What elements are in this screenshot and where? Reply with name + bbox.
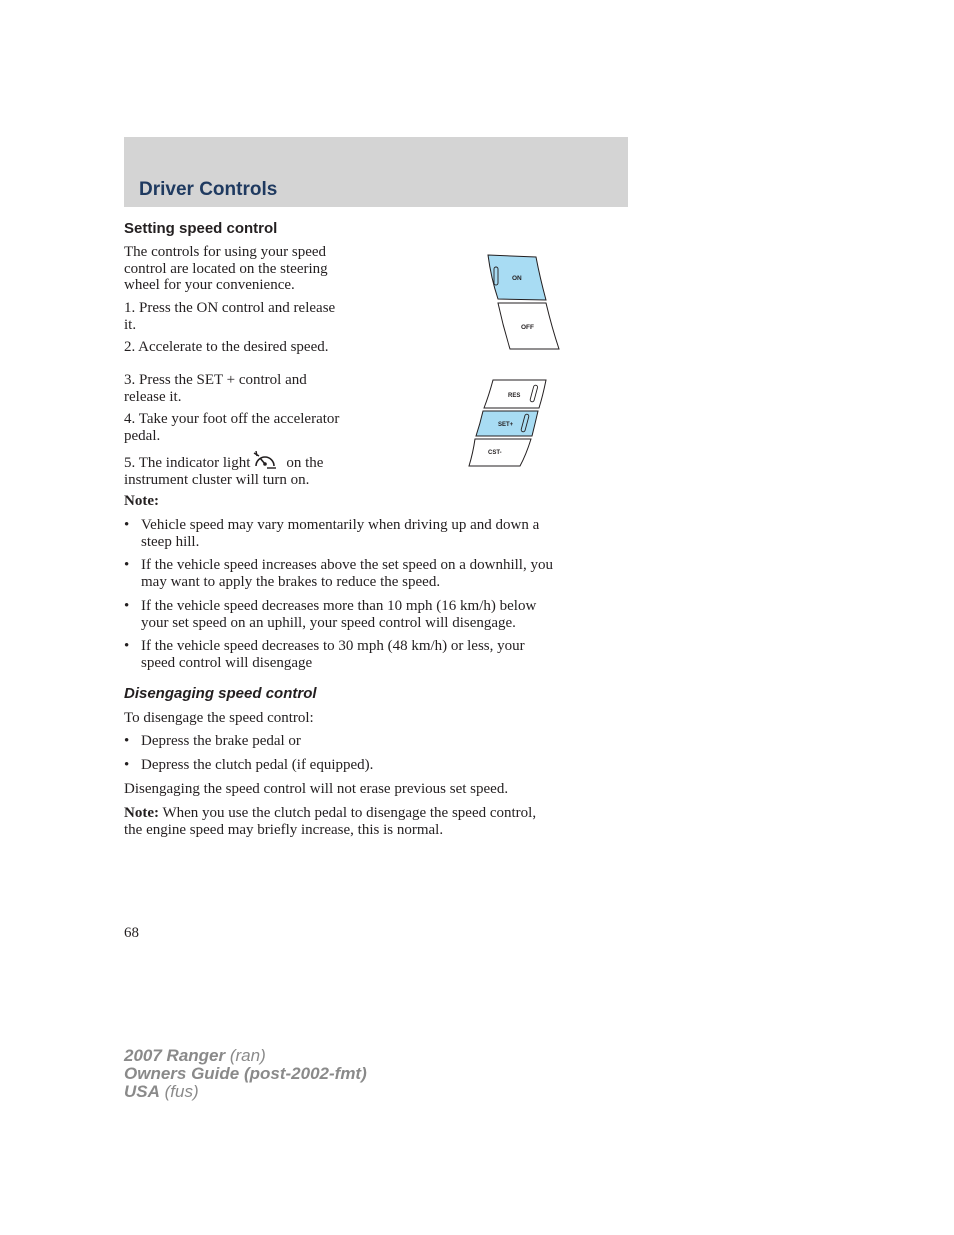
cst-button-illustration	[469, 439, 531, 466]
step-1	[124, 300, 335, 333]
footer-region: USA	[124, 1082, 160, 1101]
set-label: SET+	[498, 422, 514, 428]
disengage-item: • Depress the brake pedal or	[124, 733, 301, 749]
set-button-illustration	[476, 411, 538, 436]
step-line: 1. Press the ON control and release	[124, 300, 336, 316]
disengage-intro: To disengage the speed control:	[124, 710, 314, 726]
disengage-paragraph: Disengaging the speed control will not erase previous set speed.	[124, 781, 509, 797]
note-text: the engine speed may briefly increase, this is normal.	[124, 821, 444, 838]
footer-model: 2007 Ranger	[124, 1046, 226, 1065]
heading-setting-speed-control: Setting speed control	[124, 220, 278, 237]
intro-line: The controls for using your speed	[124, 244, 327, 260]
intro-paragraph	[124, 244, 328, 294]
step-line: release it.	[124, 388, 182, 405]
intro-line: control are located on the steering	[124, 260, 328, 277]
note-item: • If the vehicle speed decreases more than 10 mph (16 km/h) below your set speed on an uphill, your speed control will disengage.	[124, 598, 537, 631]
step-line: 4. Take your foot off the accelerator	[124, 411, 340, 427]
footer-code: (fus)	[159, 1082, 199, 1101]
step-line: pedal.	[124, 427, 161, 444]
step-line: instrument cluster will turn on.	[124, 471, 310, 488]
intro-line: wheel for your convenience.	[124, 277, 295, 293]
bullet-icon: •	[124, 598, 130, 614]
note-item: • If the vehicle speed increases above the set speed on a downhill, you may want to apply the brakes to reduce the speed.	[124, 557, 553, 590]
heading-disengaging-speed-control: Disengaging speed control	[124, 685, 317, 702]
bullet-icon: •	[124, 557, 130, 573]
section-banner	[124, 137, 628, 207]
step5-text: on the	[286, 455, 324, 471]
bullet-icon: •	[124, 757, 130, 773]
note-label: Note:	[124, 805, 159, 821]
step-2: 2. Accelerate to the desired speed.	[124, 339, 329, 355]
step-line: 3. Press the SET + control and	[124, 372, 307, 388]
cst-label: CST-	[488, 450, 502, 456]
res-set-cst-controls-figure	[466, 378, 550, 470]
step-line	[124, 451, 323, 472]
step-line: it.	[124, 316, 137, 333]
note-item: • Vehicle speed may vary momentarily when driving up and down a steep hill.	[124, 517, 540, 550]
on-off-controls-figure	[486, 253, 566, 353]
document-footer	[124, 1047, 367, 1101]
bullet-icon: •	[124, 733, 130, 749]
clutch-note	[124, 805, 536, 838]
speed-control-indicator-icon	[252, 451, 278, 471]
on-button-illustration	[488, 255, 546, 300]
note-item: • If the vehicle speed decreases to 30 mph (48 km/h) or less, your speed control will disengage	[124, 638, 525, 671]
off-label: OFF	[521, 324, 534, 331]
section-title: Driver Controls	[139, 179, 278, 200]
note-label: Note:	[124, 493, 159, 509]
res-button-illustration	[484, 380, 546, 408]
footer-code: (ran)	[225, 1046, 266, 1065]
step5-text: 5. The indicator light	[124, 455, 251, 471]
bullet-icon: •	[124, 517, 130, 533]
page-number: 68	[124, 925, 139, 941]
footer-guide: Owners Guide (post-2002-fmt)	[124, 1064, 367, 1083]
step-5	[124, 451, 323, 488]
disengage-item: • Depress the clutch pedal (if equipped).	[124, 757, 374, 773]
res-label: RES	[508, 393, 521, 399]
bullet-icon: •	[124, 638, 130, 654]
off-button-illustration	[498, 303, 559, 349]
note-text: When you use the clutch pedal to disengage the speed control,	[158, 805, 537, 821]
step-3	[124, 372, 307, 405]
on-label: ON	[512, 275, 522, 282]
step-4	[124, 411, 339, 444]
